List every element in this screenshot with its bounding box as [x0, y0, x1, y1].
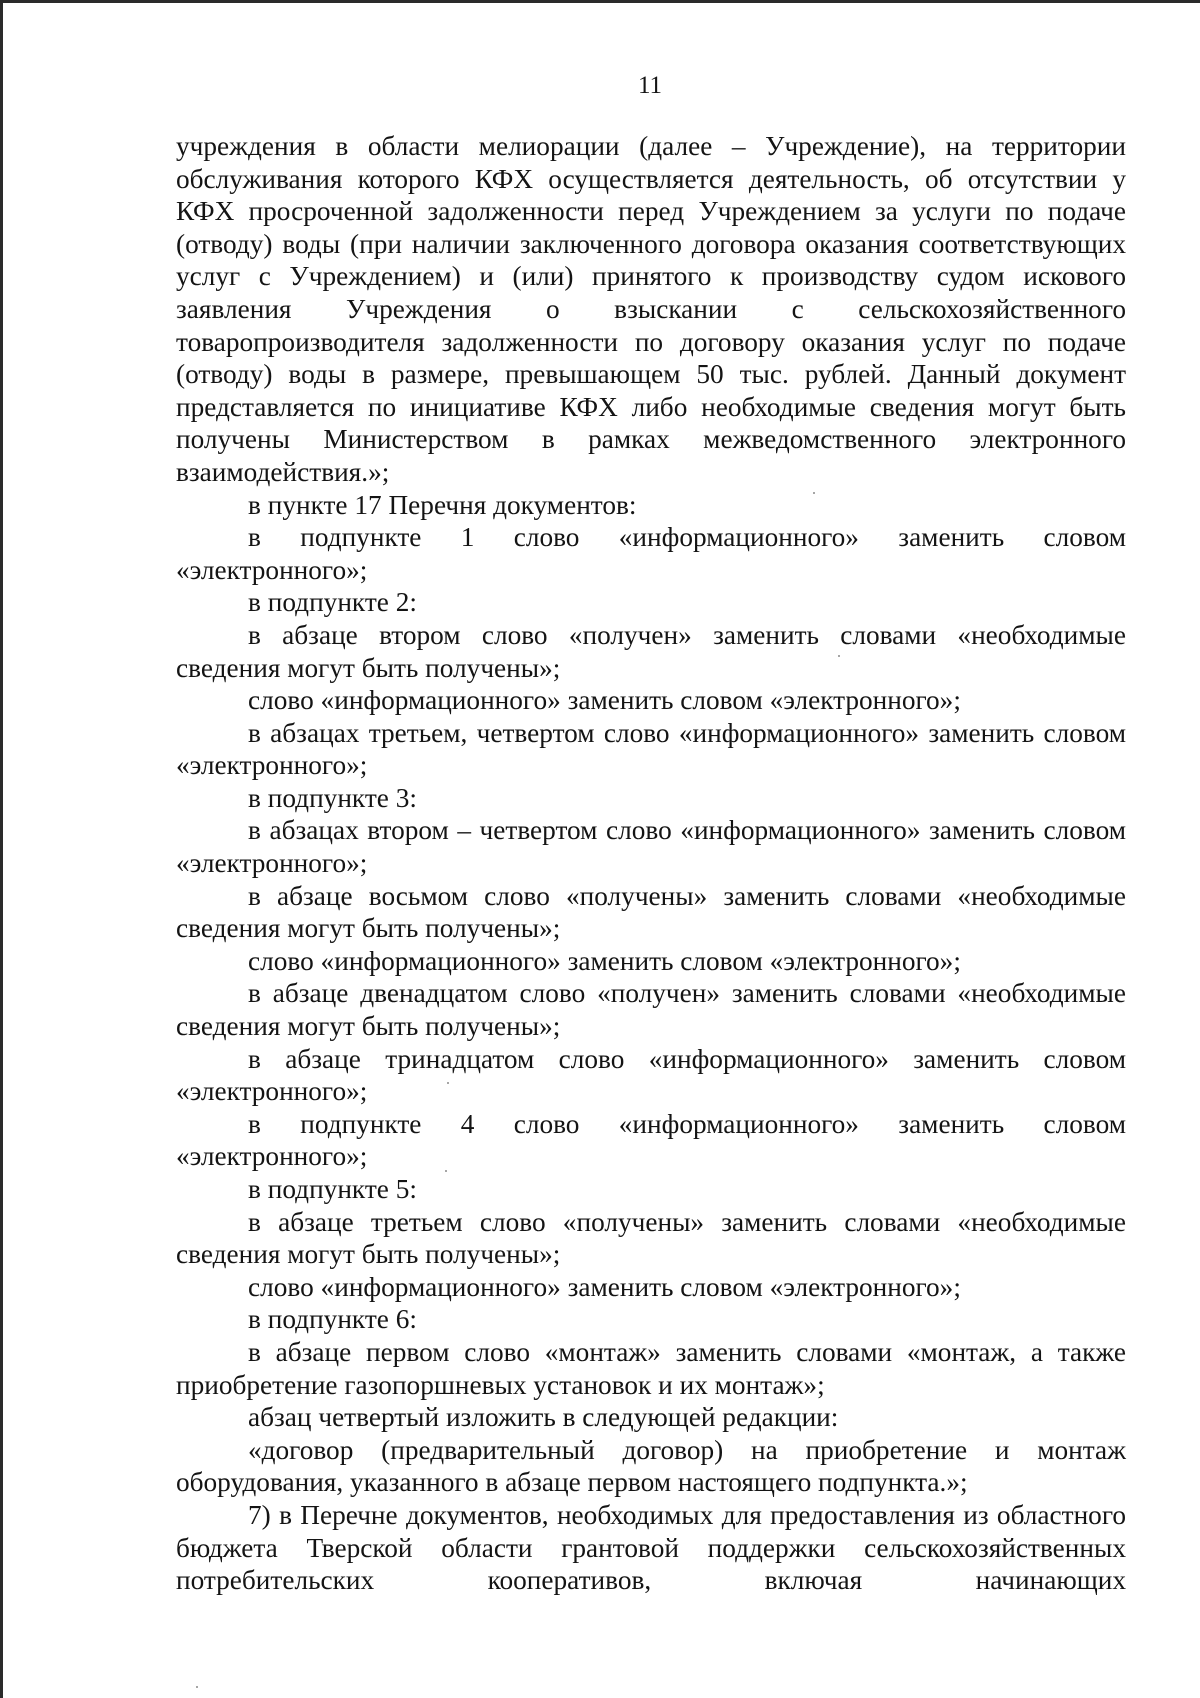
paragraph: в абзаце втором слово «получен» заменить словами «необходимые сведения могут быть получены»;: [176, 619, 1126, 683]
paragraph: учреждения в области мелиорации (далее – Учреждение), на территории обслуживания которого КФХ осуществляется деятельность, об отсутствии у КФХ просроченной задолженности перед Учреждением за услуги по подаче (отводу) воды (при наличии заключенного договора оказания соответствующих услуг с Учреждением) и (или) принятого к производству судом искового заявления Учреждения о взыскании с сельскохозяйственного товаропроизводителя задолженности по договору оказания услуг по подаче (отводу) воды в размере, превышающем 50 тыс. рублей. Данный документ представляется по инициативе КФХ либо необходимые сведения могут быть получены Министерством в рамках межведомственного электронного взаимодействия.»;: [176, 131, 1126, 487]
paragraph: «договор (предварительный договор) на приобретение и монтаж оборудования, указанного в абзаце первом настоящего подпункта.»;: [176, 1434, 1126, 1498]
scan-speck: [445, 1170, 447, 1172]
paragraph: абзац четвертый изложить в следующей редакции:: [248, 1402, 839, 1433]
paragraph: в пункте 17 Перечня документов:: [248, 489, 637, 520]
paragraph: в абзацах третьем, четвертом слово «информационного» заменить словом «электронного»;: [176, 717, 1126, 781]
paragraph: 7) в Перечне документов, необходимых для предоставления из областного бюджета Тверской области грантовой поддержки сельскохозяйственных потребительских кооперативов, включая начинающих: [176, 1499, 1126, 1596]
scan-speck: [813, 492, 815, 494]
scan-speck: [838, 655, 840, 657]
page-number: 11: [637, 72, 663, 99]
paragraph: в подпункте 2:: [248, 587, 417, 618]
scan-border-top: [0, 0, 1200, 3]
paragraph: в абзаце первом слово «монтаж» заменить словами «монтаж, а также приобретение газопоршневых установок и их монтаж»;: [176, 1336, 1126, 1400]
scan-speck: [447, 1082, 449, 1084]
paragraph: слово «информационного» заменить словом «электронного»;: [248, 945, 961, 976]
scan-border-left: [0, 0, 3, 1698]
scan-speck: [196, 1686, 198, 1688]
paragraph: в абзацах втором – четвертом слово «информационного» заменить словом «электронного»;: [176, 815, 1126, 879]
paragraph: в абзаце третьем слово «получены» заменить словами «необходимые сведения могут быть получены»;: [176, 1206, 1126, 1270]
paragraph: в абзаце двенадцатом слово «получен» заменить словами «необходимые сведения могут быть получены»;: [176, 978, 1126, 1042]
paragraph: в подпункте 4 слово «информационного» заменить словом «электронного»;: [176, 1108, 1126, 1172]
paragraph: в подпункте 5:: [248, 1174, 417, 1204]
document-body: [176, 130, 1126, 1597]
paragraph: в абзаце тринадцатом слово «информационного» заменить словом «электронного»;: [176, 1043, 1126, 1107]
paragraph: слово «информационного» заменить словом «электронного»;: [248, 685, 961, 716]
paragraph: в подпункте 6:: [248, 1304, 417, 1335]
paragraph: в подпункте 1 слово «информационного» заменить словом «электронного»;: [176, 522, 1126, 585]
paragraph: в подпункте 3:: [248, 782, 417, 813]
paragraph: слово «информационного» заменить словом «электронного»;: [248, 1271, 961, 1302]
paragraph: в абзаце восьмом слово «получены» заменить словами «необходимые сведения могут быть получены»;: [176, 880, 1126, 944]
